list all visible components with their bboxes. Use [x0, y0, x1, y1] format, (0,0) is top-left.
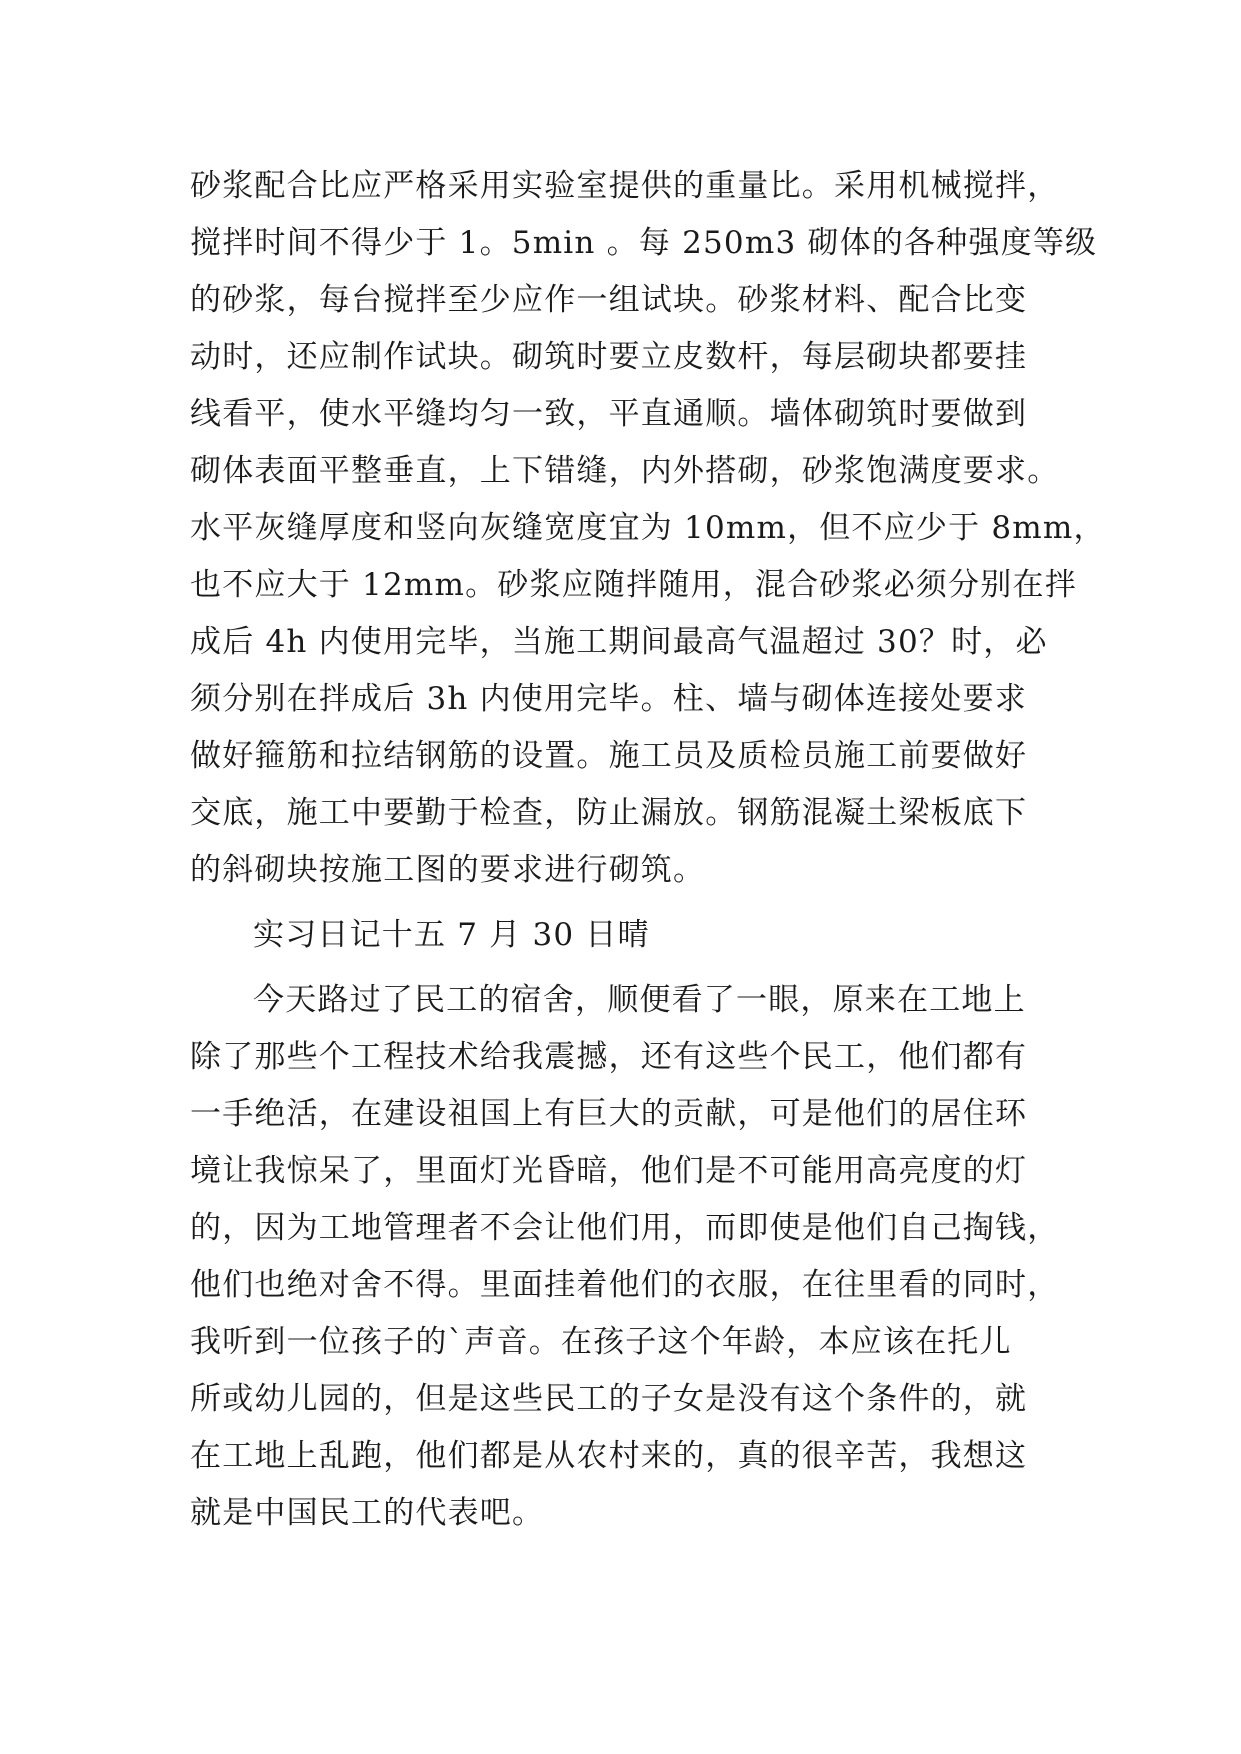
diary-heading: 实习日记十五 7 月 30 日晴: [253, 917, 650, 953]
body-text-line: 搅拌时间不得少于 1。5min 。每 250m3 砌体的各种强度等级: [190, 225, 1098, 261]
body-text-line: 动时，还应制作试块。砌筑时要立皮数杆，每层砌块都要挂: [190, 339, 1028, 375]
body-text-line: 的斜砌块按施工图的要求进行砌筑。: [190, 852, 706, 888]
body-text-line: 的砂浆，每台搅拌至少应作一组试块。砂浆材料、配合比变: [190, 282, 1028, 318]
body-text-line: 在工地上乱跑，他们都是从农村来的，真的很辛苦，我想这: [190, 1438, 1028, 1474]
body-text-line: 做好箍筋和拉结钢筋的设置。施工员及质检员施工前要做好: [190, 738, 1028, 774]
body-text-line: 须分别在拌成后 3h 内使用完毕。柱、墙与砌体连接处要求: [190, 681, 1027, 717]
body-text-line: 境让我惊呆了，里面灯光昏暗，他们是不可能用高亮度的灯: [190, 1153, 1028, 1189]
body-text-line: 一手绝活，在建设祖国上有巨大的贡献，可是他们的居住环: [190, 1096, 1028, 1132]
body-text-line: 成后 4h 内使用完毕，当施工期间最高气温超过 30？时，必: [190, 624, 1048, 660]
body-text-line: 他们也绝对舍不得。里面挂着他们的衣服，在往里看的同时，: [190, 1267, 1060, 1303]
body-text-line: 我听到一位孩子的`声音。在孩子这个年龄，本应该在托儿: [190, 1324, 1012, 1360]
body-text-line: 今天路过了民工的宿舍，顺便看了一眼，原来在工地上: [253, 982, 1026, 1018]
body-text-line: 水平灰缝厚度和竖向灰缝宽度宜为 10mm，但不应少于 8mm，: [190, 510, 1106, 546]
body-text-line: 线看平，使水平缝均匀一致，平直通顺。墙体砌筑时要做到: [190, 396, 1028, 432]
body-text-line: 除了那些个工程技术给我震撼，还有这些个民工，他们都有: [190, 1039, 1028, 1075]
body-text-line: 砂浆配合比应严格采用实验室提供的重量比。采用机械搅拌，: [190, 168, 1060, 204]
body-text-line: 砌体表面平整垂直，上下错缝，内外搭砌，砂浆饱满度要求。: [190, 453, 1060, 489]
body-text-line: 的，因为工地管理者不会让他们用，而即使是他们自己掏钱，: [190, 1210, 1060, 1246]
body-text-line: 就是中国民工的代表吧。: [190, 1495, 545, 1531]
body-text-line: 也不应大于 12mm。砂浆应随拌随用，混合砂浆必须分别在拌: [190, 567, 1077, 603]
body-text-line: 所或幼儿园的，但是这些民工的子女是没有这个条件的，就: [190, 1381, 1028, 1417]
body-text-line: 交底，施工中要勤于检查，防止漏放。钢筋混凝土梁板底下: [190, 795, 1028, 831]
